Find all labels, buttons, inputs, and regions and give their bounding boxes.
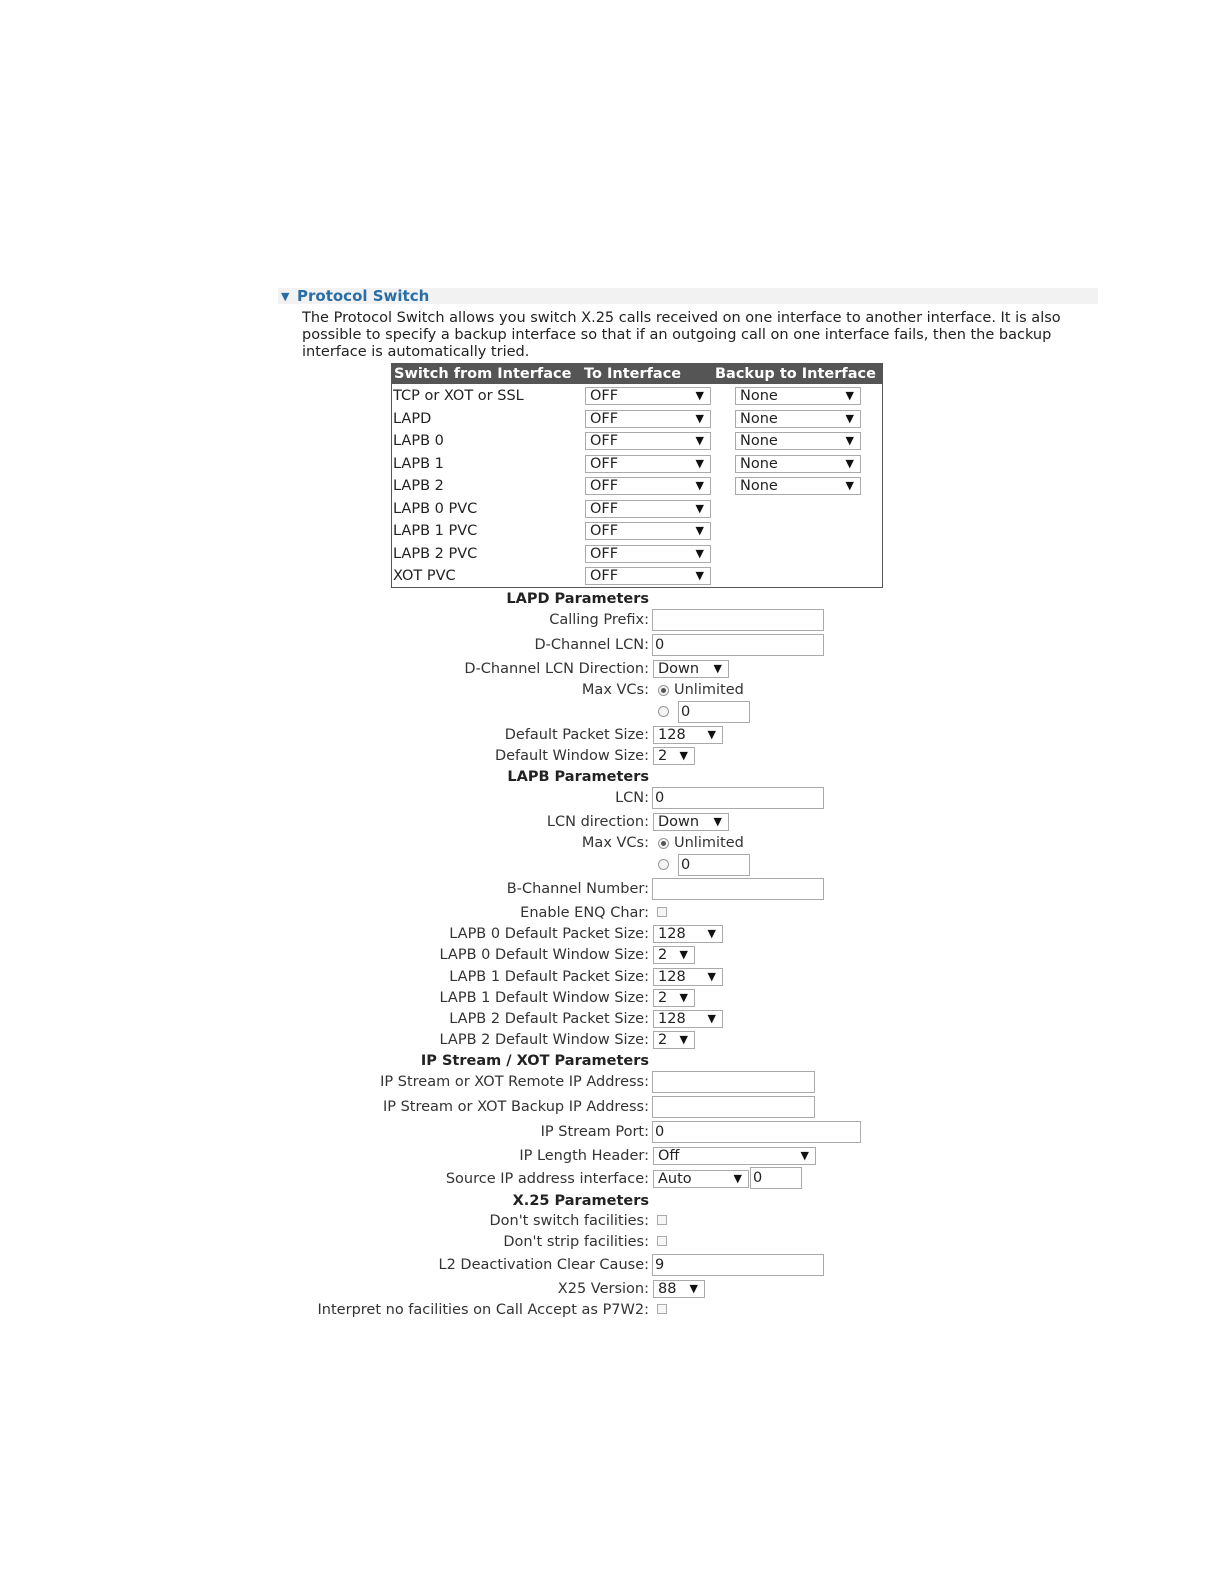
dropdown-arrow-icon: ▼ [713,815,722,828]
select-value: 128 [658,926,686,942]
dropdown-arrow-icon: ▼ [845,434,854,447]
lapb1-pkt-select[interactable] [653,968,723,986]
lapd-unlimited-text: Unlimited [674,682,744,698]
lapb2-win-select[interactable] [653,1031,695,1049]
dropdown-arrow-icon: ▼ [695,569,704,582]
lapb-unlimited-radio[interactable] [658,838,669,849]
dropdown-arrow-icon: ▼ [695,434,704,447]
select-value: 2 [658,990,668,1006]
header-to-interface: To Interface [584,366,682,382]
row-from-label: LAPB 0 [393,433,444,449]
to-interface-select[interactable] [585,477,711,495]
select-value: OFF [590,411,619,427]
len-header-label: IP Length Header: [519,1148,649,1164]
p7w2-label: Interpret no facilities on Call Accept as P7W2: [317,1302,649,1318]
lapb0-pkt-label: LAPB 0 Default Packet Size: [449,926,649,942]
to-interface-select[interactable] [585,410,711,428]
no-strip-fac-label: Don't strip facilities: [503,1234,649,1250]
lapb2-win-label: LAPB 2 Default Window Size: [439,1032,649,1048]
switch-table-header [392,364,882,384]
l2-clear-input[interactable]: 9 [652,1254,824,1276]
enq-checkbox[interactable] [657,907,667,917]
select-value: None [740,433,778,449]
header-switch-from: Switch from Interface [394,366,572,382]
ip-port-input[interactable]: 0 [652,1121,861,1143]
row-from-label: LAPB 0 PVC [393,501,478,517]
select-value: Auto [658,1171,692,1187]
calling-prefix-label: Calling Prefix: [549,612,649,628]
select-value: 88 [658,1281,677,1297]
dropdown-arrow-icon: ▼ [800,1149,809,1162]
lapb2-pkt-label: LAPB 2 Default Packet Size: [449,1011,649,1027]
dropdown-arrow-icon: ▼ [695,412,704,425]
dropdown-arrow-icon: ▼ [679,1033,688,1046]
select-value: None [740,478,778,494]
dropdown-arrow-icon: ▼ [679,991,688,1004]
lapd-win-size-select[interactable] [653,747,695,765]
backup-interface-select[interactable] [735,410,861,428]
select-value: 128 [658,727,686,743]
lapd-pkt-size-select[interactable] [653,726,723,744]
row-from-label: XOT PVC [393,568,456,584]
select-value: OFF [590,523,619,539]
ip-section-title: IP Stream / XOT Parameters [420,1053,649,1069]
select-value: 2 [658,947,668,963]
row-from-label: LAPB 1 PVC [393,523,478,539]
len-header-select[interactable] [653,1147,816,1165]
lapb1-win-select[interactable] [653,989,695,1007]
bchannel-label: B-Channel Number: [506,881,649,897]
backup-ip-input[interactable] [652,1096,815,1118]
dropdown-arrow-icon: ▼ [695,479,704,492]
dropdown-arrow-icon: ▼ [679,948,688,961]
select-value: None [740,411,778,427]
lapd-section-title: LAPD Parameters [506,591,649,607]
row-from-label: LAPD [393,411,432,427]
select-value: None [740,388,778,404]
lapb-max-vcs-input[interactable]: 0 [678,854,750,876]
dchannel-lcn-input[interactable]: 0 [652,634,824,656]
dchannel-dir-select[interactable] [653,660,729,678]
lapb-unlimited-text: Unlimited [674,835,744,851]
lapb0-win-label: LAPB 0 Default Window Size: [439,947,649,963]
lapd-max-vcs-label: Max VCs: [581,682,649,698]
p7w2-checkbox[interactable] [657,1304,667,1314]
lapb-max-vcs-label: Max VCs: [581,835,649,851]
dropdown-arrow-icon: ▼ [707,728,716,741]
dropdown-arrow-icon: ▼ [845,479,854,492]
dropdown-arrow-icon: ▼ [845,412,854,425]
lapb2-pkt-select[interactable] [653,1010,723,1028]
section-description: The Protocol Switch allows you switch X.25 calls received on one interface to another interface. It is also possible to specify a backup interface so that if an outgoing call on one interface fails, then the backup interface is automatically tried. [302,310,1061,361]
select-value: OFF [590,456,619,472]
lapb1-pkt-label: LAPB 1 Default Packet Size: [449,969,649,985]
lapb-lcn-label: LCN: [615,790,649,806]
lapb1-win-label: LAPB 1 Default Window Size: [439,990,649,1006]
dropdown-arrow-icon: ▼ [733,1172,742,1185]
row-from-label: LAPB 2 PVC [393,546,478,562]
lapd-pkt-size-label: Default Packet Size: [504,727,649,743]
dropdown-arrow-icon: ▼ [713,662,722,675]
enq-label: Enable ENQ Char: [520,905,649,921]
row-from-label: LAPB 1 [393,456,444,472]
lapb-lcn-dir-select[interactable] [653,813,729,831]
dchannel-lcn-label: D-Channel LCN: [534,637,649,653]
header-backup-interface: Backup to Interface [715,366,876,382]
x25-version-select[interactable] [653,1280,705,1298]
no-switch-fac-label: Don't switch facilities: [489,1213,649,1229]
dropdown-arrow-icon: ▼ [695,457,704,470]
bchannel-input[interactable] [652,878,824,900]
dropdown-arrow-icon: ▼ [695,389,704,402]
select-value: OFF [590,388,619,404]
select-value: 2 [658,748,668,764]
lapb0-win-select[interactable] [653,946,695,964]
no-switch-fac-checkbox[interactable] [657,1215,667,1225]
select-value: 128 [658,969,686,985]
to-interface-select[interactable] [585,545,711,563]
lapb-lcn-dir-label: LCN direction: [546,814,649,830]
select-value: OFF [590,478,619,494]
backup-interface-select[interactable] [735,432,861,450]
remote-ip-input[interactable] [652,1071,815,1093]
l2-clear-label: L2 Deactivation Clear Cause: [438,1257,649,1273]
backup-interface-select[interactable] [735,387,861,405]
to-interface-select[interactable] [585,387,711,405]
select-value: Off [658,1148,680,1164]
x25-section-title: X.25 Parameters [512,1193,649,1209]
select-value: OFF [590,568,619,584]
dropdown-arrow-icon: ▼ [707,927,716,940]
row-from-label: LAPB 2 [393,478,444,494]
select-value: OFF [590,546,619,562]
triangle-down-icon[interactable]: ▼ [281,290,290,303]
to-interface-select[interactable] [585,567,711,585]
lapb-section-title: LAPB Parameters [507,769,649,785]
select-value: Down [658,814,700,830]
lapb-lcn-input[interactable]: 0 [652,787,824,809]
lapb-limit-radio[interactable] [658,859,669,870]
select-value: Down [658,661,700,677]
to-interface-select[interactable] [585,500,711,518]
dropdown-arrow-icon: ▼ [707,1012,716,1025]
src-if-select[interactable] [653,1170,749,1188]
x25-version-label: X25 Version: [557,1281,649,1297]
to-interface-select[interactable] [585,455,711,473]
row-from-label: TCP or XOT or SSL [393,388,524,404]
backup-interface-select[interactable] [735,455,861,473]
select-value: 2 [658,1032,668,1048]
section-title[interactable]: Protocol Switch [297,287,430,305]
dropdown-arrow-icon: ▼ [695,547,704,560]
calling-prefix-input[interactable] [652,609,824,631]
lapb0-pkt-select[interactable] [653,925,723,943]
select-value: OFF [590,433,619,449]
remote-ip-label: IP Stream or XOT Remote IP Address: [380,1074,649,1090]
select-value: OFF [590,501,619,517]
src-if-label: Source IP address interface: [445,1171,649,1187]
dropdown-arrow-icon: ▼ [689,1282,698,1295]
dropdown-arrow-icon: ▼ [695,502,704,515]
ip-port-label: IP Stream Port: [540,1124,649,1140]
to-interface-select[interactable] [585,432,711,450]
backup-interface-select[interactable] [735,477,861,495]
lapd-win-size-label: Default Window Size: [494,748,649,764]
dropdown-arrow-icon: ▼ [695,524,704,537]
dropdown-arrow-icon: ▼ [679,749,688,762]
dchannel-dir-label: D-Channel LCN Direction: [464,661,649,677]
select-value: 128 [658,1011,686,1027]
src-if-number-input[interactable]: 0 [750,1167,802,1189]
no-strip-fac-checkbox[interactable] [657,1236,667,1246]
select-value: None [740,456,778,472]
dropdown-arrow-icon: ▼ [845,389,854,402]
lapd-unlimited-radio[interactable] [658,685,669,696]
to-interface-select[interactable] [585,522,711,540]
lapd-limit-radio[interactable] [658,706,669,717]
dropdown-arrow-icon: ▼ [845,457,854,470]
dropdown-arrow-icon: ▼ [707,970,716,983]
lapd-max-vcs-input[interactable]: 0 [678,701,750,723]
backup-ip-label: IP Stream or XOT Backup IP Address: [382,1099,649,1115]
